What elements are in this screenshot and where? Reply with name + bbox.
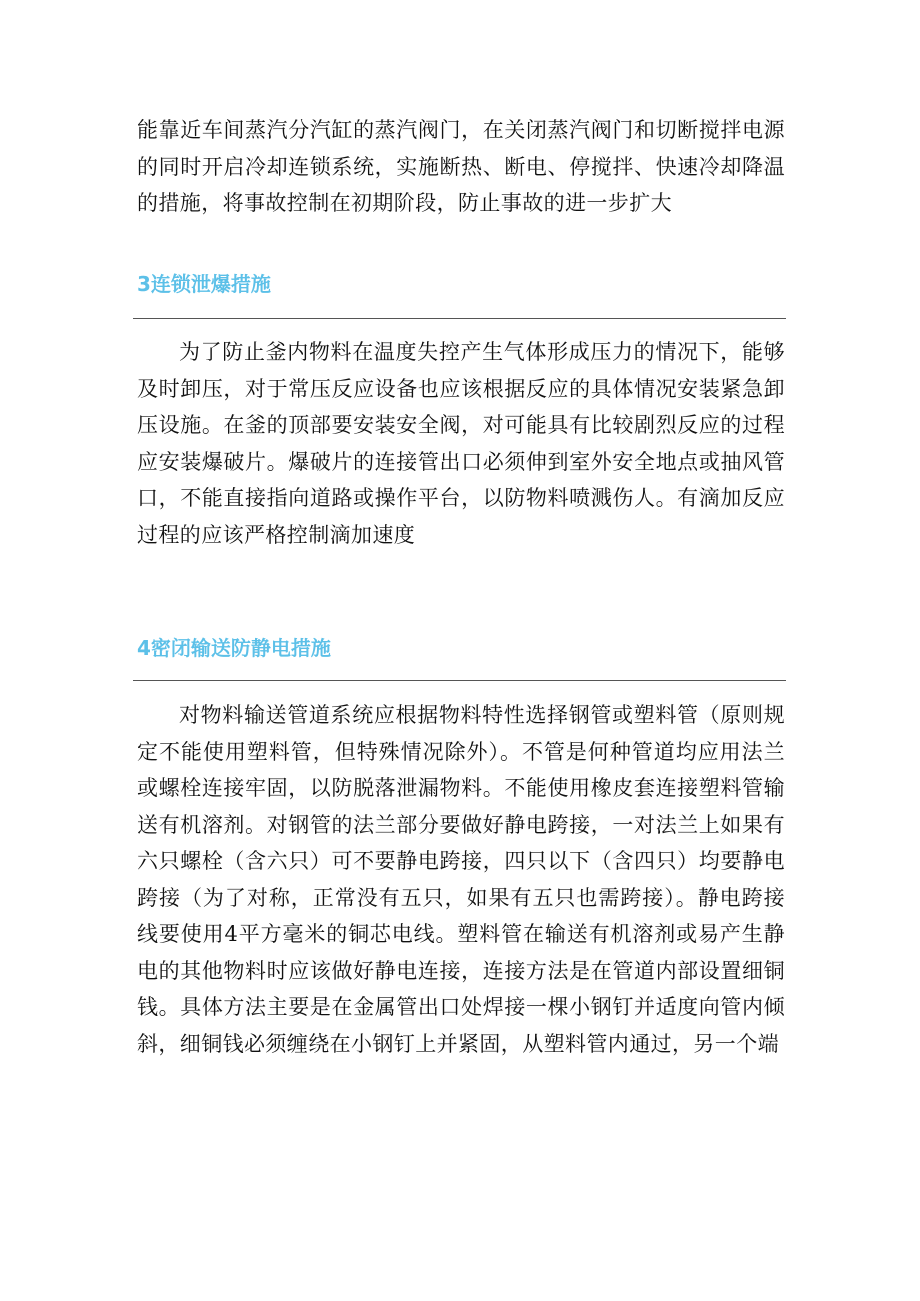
body-paragraph-continuation: 能靠近车间蒸汽分汽缸的蒸汽阀门，在关闭蒸汽阀门和切断搅拌电源的同时开启冷却连锁系统，实施断热、断电、停搅拌、快速冷却降温的措施，将事故控制在初期阶段，防止事故的进一步扩大	[137, 118, 785, 215]
section-heading-3: 3连锁泄爆措施	[137, 272, 271, 296]
body-paragraph-section-4: 对物料输送管道系统应根据物料特性选择钢管或塑料管（原则规定不能使用塑料管，但特殊情况除外）。不管是何种管道均应用法兰或螺栓连接牢固，以防脱落泄漏物料。不能使用橡皮套连接塑料管输送有机溶剂。对钢管的法兰部分要做好静电跨接，一对法兰上如果有六只螺栓（含六只）可不要静电跨接，四只以下（含四只）均要静电跨接（为了对称，正常没有五只，如果有五只也需跨接）。静电跨接线要使用4平方毫米的铜芯电线。塑料管在输送有机溶剂或易产生静电的其他物料时应该做好静电连接，连接方法是在管道内部设置细铜钱。具体方法主要是在金属管出口处焊接一棵小钢钉并适度向管内倾斜，细铜钱必须缠绕在小钢钉上并紧固，从塑料管内通过，另一个端	[137, 703, 785, 1056]
section-heading-4: 4密闭输送防静电措施	[137, 636, 331, 660]
section-divider-4	[133, 680, 786, 681]
body-paragraph-section-3: 为了防止釜内物料在温度失控产生气体形成压力的情况下，能够及时卸压，对于常压反应设备也应该根据反应的具体情况安装紧急卸压设施。在釜的顶部要安装安全阀，对可能具有比较剧烈反应的过程应安装爆破片。爆破片的连接管出口必须伸到室外安全地点或抽风管口，不能直接指向道路或操作平台，以防物料喷溅伤人。有滴加反应过程的应该严格控制滴加速度	[137, 340, 785, 547]
section-divider-3	[133, 318, 786, 319]
